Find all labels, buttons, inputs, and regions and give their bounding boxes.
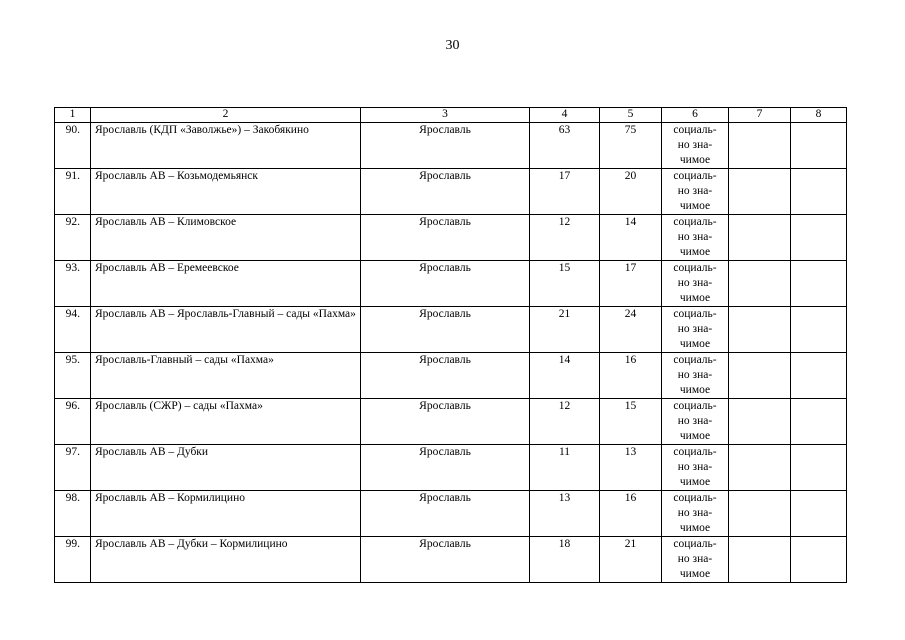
table-row [55,215,847,261]
row-number-cell: 91. [55,169,91,215]
route-type-line: социаль- [673,124,717,136]
column-7-cell [729,537,791,583]
route-type-line: чимое [679,246,711,258]
route-name-cell: Ярославль-Главный – сады «Пахма» [91,353,361,399]
column-5-cell: 17 [600,261,662,307]
route-type-line: чимое [679,476,711,488]
route-type-cell [662,169,729,215]
route-type-cell [662,307,729,353]
column-8-cell [791,445,847,491]
column-5-cell: 24 [600,307,662,353]
route-type-line: социаль- [673,216,717,228]
route-type-line: социаль- [673,492,717,504]
table-row [55,169,847,215]
column-4-cell: 21 [530,307,600,353]
column-8-cell [791,353,847,399]
column-7-cell [729,445,791,491]
route-type-line: но зна- [677,553,713,565]
column-4-cell: 13 [530,491,600,537]
route-type-line: чимое [679,154,711,166]
route-type-line: но зна- [677,231,713,243]
header-cell-7: 7 [729,108,791,123]
row-number-cell: 98. [55,491,91,537]
column-8-cell [791,261,847,307]
column-8-cell [791,169,847,215]
route-type-cell [662,353,729,399]
row-number-cell: 97. [55,445,91,491]
table-row [55,537,847,583]
route-type-line: социаль- [673,170,717,182]
route-type-line: чимое [679,430,711,442]
row-number-cell: 92. [55,215,91,261]
route-type-line: но зна- [677,369,713,381]
table-row [55,445,847,491]
route-type-line: социаль- [673,446,717,458]
route-type-line: социаль- [673,538,717,550]
column-7-cell [729,123,791,169]
table-row [55,399,847,445]
routes-table-body [55,123,847,583]
column-4-cell: 18 [530,537,600,583]
route-type-cell [662,215,729,261]
header-cell-5: 5 [600,108,662,123]
column-5-cell: 16 [600,491,662,537]
column-5-cell: 14 [600,215,662,261]
column-7-cell [729,491,791,537]
routes-table [54,107,847,583]
column-7-cell [729,261,791,307]
column-8-cell [791,537,847,583]
page-number: 30 [445,38,460,53]
column-7-cell [729,399,791,445]
header-cell-1: 1 [55,108,91,123]
route-name-cell: Ярославль АВ – Ярославль-Главный – сады «Пахма» [91,307,361,353]
city-cell: Ярославль [361,215,530,261]
route-type-line: социаль- [673,262,717,274]
city-cell: Ярославль [361,537,530,583]
header-cell-2: 2 [91,108,361,123]
row-number-cell: 90. [55,123,91,169]
route-type-line: но зна- [677,415,713,427]
column-4-cell: 12 [530,215,600,261]
header-cell-4: 4 [530,108,600,123]
header-cell-8: 8 [791,108,847,123]
route-name-cell: Ярославль АВ – Климовское [91,215,361,261]
table-row [55,491,847,537]
column-4-cell: 15 [530,261,600,307]
column-4-cell: 12 [530,399,600,445]
row-number-cell: 95. [55,353,91,399]
route-type-line: социаль- [673,400,717,412]
route-type-cell [662,537,729,583]
column-4-cell: 63 [530,123,600,169]
column-7-cell [729,215,791,261]
table-row [55,307,847,353]
route-type-line: чимое [679,568,711,580]
column-7-cell [729,353,791,399]
column-5-cell: 20 [600,169,662,215]
route-type-line: чимое [679,384,711,396]
route-name-cell: Ярославль АВ – Кормилицино [91,491,361,537]
route-type-line: чимое [679,338,711,350]
route-type-cell [662,491,729,537]
column-4-cell: 11 [530,445,600,491]
route-type-cell [662,399,729,445]
route-name-cell: Ярославль АВ – Козьмодемьянск [91,169,361,215]
city-cell: Ярославль [361,399,530,445]
header-row [55,108,847,123]
column-8-cell [791,123,847,169]
route-name-cell: Ярославль АВ – Дубки [91,445,361,491]
route-type-line: социаль- [673,308,717,320]
route-type-line: но зна- [677,139,713,151]
route-type-cell [662,123,729,169]
column-5-cell: 21 [600,537,662,583]
city-cell: Ярославль [361,353,530,399]
column-5-cell: 16 [600,353,662,399]
route-type-line: чимое [679,200,711,212]
route-name-cell: Ярославль АВ – Дубки – Кормилицино [91,537,361,583]
route-type-line: но зна- [677,461,713,473]
table-row [55,261,847,307]
route-type-line: но зна- [677,277,713,289]
table-row [55,123,847,169]
column-5-cell: 75 [600,123,662,169]
city-cell: Ярославль [361,169,530,215]
column-8-cell [791,399,847,445]
row-number-cell: 99. [55,537,91,583]
column-7-cell [729,307,791,353]
header-cell-3: 3 [361,108,530,123]
city-cell: Ярославль [361,491,530,537]
column-8-cell [791,215,847,261]
city-cell: Ярославль [361,445,530,491]
route-type-line: чимое [679,292,711,304]
column-8-cell [791,307,847,353]
route-type-cell [662,261,729,307]
route-name-cell: Ярославль АВ – Еремеевское [91,261,361,307]
column-8-cell [791,491,847,537]
column-7-cell [729,169,791,215]
row-number-cell: 93. [55,261,91,307]
column-4-cell: 17 [530,169,600,215]
route-type-line: но зна- [677,507,713,519]
table-row [55,353,847,399]
city-cell: Ярославль [361,261,530,307]
header-cell-6: 6 [662,108,729,123]
column-4-cell: 14 [530,353,600,399]
route-type-line: но зна- [677,323,713,335]
route-type-line: но зна- [677,185,713,197]
row-number-cell: 94. [55,307,91,353]
route-type-line: социаль- [673,354,717,366]
row-number-cell: 96. [55,399,91,445]
route-name-cell: Ярославль (СЖР) – сады «Пахма» [91,399,361,445]
city-cell: Ярославль [361,123,530,169]
column-5-cell: 15 [600,399,662,445]
city-cell: Ярославль [361,307,530,353]
route-type-line: чимое [679,522,711,534]
column-5-cell: 13 [600,445,662,491]
route-type-cell [662,445,729,491]
route-name-cell: Ярославль (КДП «Заволжье») – Закобякино [91,123,361,169]
